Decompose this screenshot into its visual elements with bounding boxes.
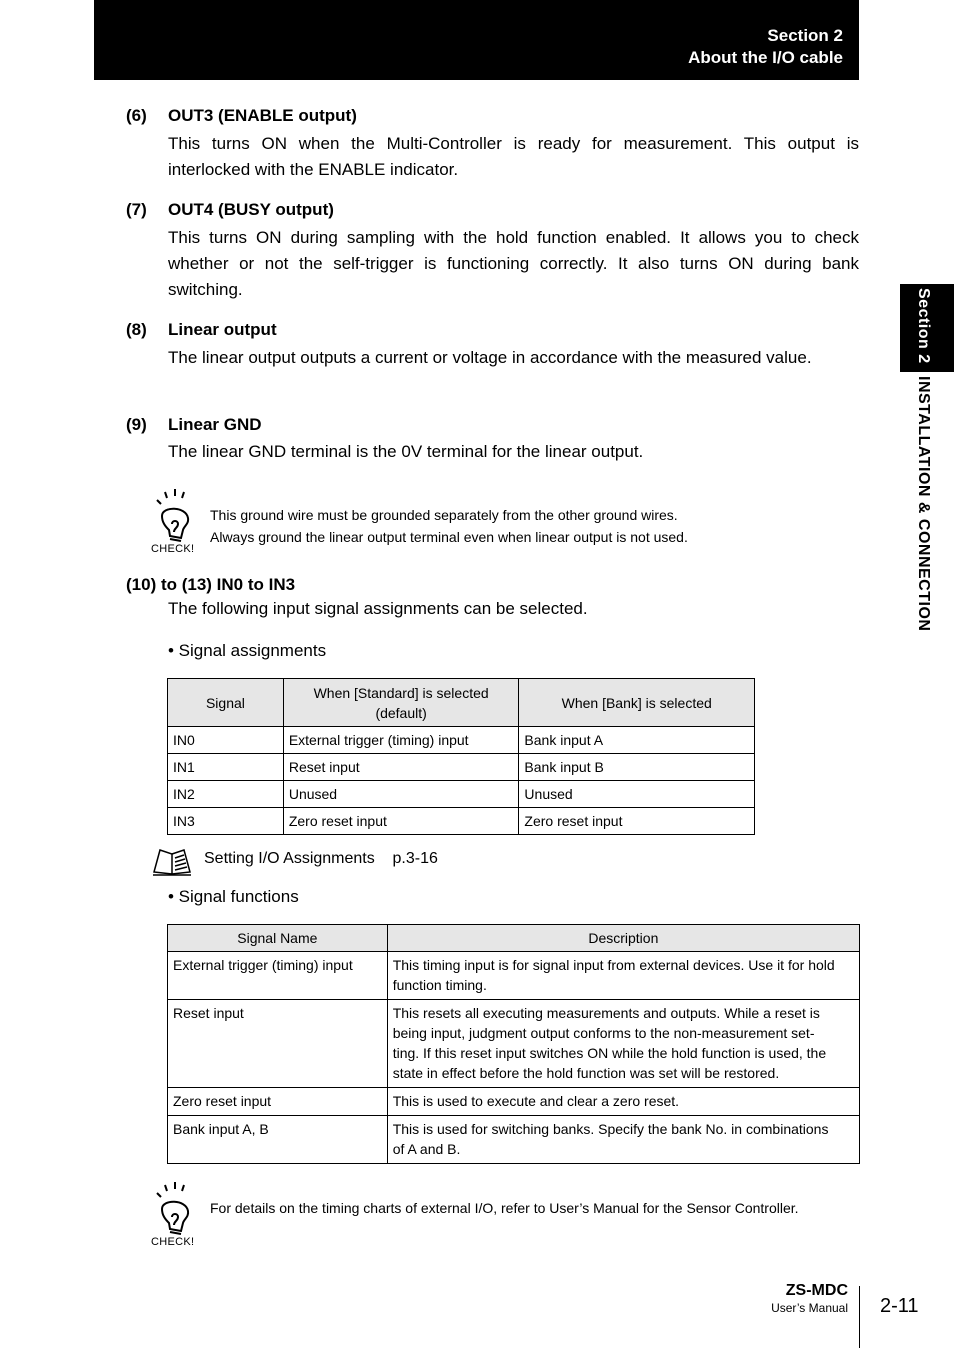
table-cell: IN1 <box>168 754 284 781</box>
item-number: (8) <box>126 320 147 339</box>
table-cell: External trigger (timing) input <box>168 952 388 1000</box>
table-header-cell <box>283 679 519 727</box>
desc-line: being input, judgment output conforms to the non-measurement set- <box>392 1025 815 1041</box>
header-text: When [Standard] is selected <box>313 684 489 701</box>
check-note-line: For details on the timing charts of external I/O, refer to User’s Manual for the Sensor Controller. <box>210 1200 799 1216</box>
table-cell: Bank input A <box>519 727 755 754</box>
check-label: CHECK! <box>151 1236 195 1248</box>
item-title: OUT3 (ENABLE output) <box>168 106 357 125</box>
table-cell: Unused <box>283 781 519 808</box>
table-cell <box>387 952 859 1000</box>
footer-divider <box>859 1286 860 1348</box>
section-header-bar <box>94 0 859 80</box>
desc-line: function timing. <box>392 977 487 993</box>
bullet-heading: • Signal functions <box>168 887 299 906</box>
check-note-line: Always ground the linear output terminal even when linear output is not used. <box>210 529 688 545</box>
item-body: This turns ON during sampling with the hold function enabled. It allows you to check whether or not the self-trigger is functioning correctly. It also turns ON during bank switching. <box>168 228 859 299</box>
table-header-cell: Signal <box>168 679 284 727</box>
desc-line: This timing input is for signal input from external devices. Use it for hold <box>392 957 835 973</box>
reference-page: p.3-16 <box>392 850 438 867</box>
desc-line: This is used for switching banks. Specify the bank No. in combinations <box>392 1121 829 1137</box>
item-number: (6) <box>126 106 147 125</box>
item-title: OUT4 (BUSY output) <box>168 200 334 219</box>
table-header-row <box>168 925 860 952</box>
header-text: (default) <box>375 704 427 721</box>
table-cell: Bank input A, B <box>168 1116 388 1164</box>
check-label: CHECK! <box>151 543 195 555</box>
table-cell: Zero reset input <box>283 808 519 835</box>
table-cell <box>387 1116 859 1164</box>
table-cell: IN2 <box>168 781 284 808</box>
signal-assignment-table <box>167 678 755 835</box>
table-cell: Reset input <box>168 1000 388 1088</box>
table-row <box>168 1000 860 1088</box>
table-header-row <box>168 679 755 727</box>
table-cell <box>387 1088 859 1116</box>
table-row <box>168 781 755 808</box>
table-cell: Unused <box>519 781 755 808</box>
side-tab-section: Section 2 <box>915 288 932 364</box>
reference-title: Setting I/O Assignments <box>204 850 375 867</box>
item-body: The linear GND terminal is the 0V terminal for the linear output. <box>168 442 644 461</box>
signal-function-table <box>167 924 860 1164</box>
book-reference-icon <box>152 846 192 876</box>
page-number: 2-11 <box>880 1295 919 1317</box>
table-row <box>168 754 755 781</box>
bullet-heading: • Signal assignments <box>168 641 327 660</box>
reference-link[interactable] <box>204 850 438 868</box>
item-title: Linear output <box>168 320 277 339</box>
table-header-cell: Signal Name <box>168 925 388 952</box>
table-cell: IN3 <box>168 808 284 835</box>
table-cell: Reset input <box>283 754 519 781</box>
desc-line: This is used to execute and clear a zero reset. <box>392 1093 680 1109</box>
item-body: This turns ON when the Multi-Controller is ready for measurement. This output is interlocked with the ENABLE indicator. <box>168 134 859 179</box>
footer-manual: User’s Manual <box>771 1301 848 1315</box>
footer-model: ZS-MDC <box>785 1282 848 1299</box>
table-cell: Zero reset input <box>519 808 755 835</box>
table-row <box>168 727 755 754</box>
side-tab-title: INSTALLATION & CONNECTION <box>915 375 932 632</box>
table-cell <box>387 1000 859 1088</box>
item-body: The linear output outputs a current or voltage in accordance with the measured value. <box>168 348 812 367</box>
side-tab <box>906 288 932 631</box>
section-number: Section 2 <box>767 26 843 45</box>
table-cell: Zero reset input <box>168 1088 388 1116</box>
item-title: (10) to (13) IN0 to IN3 <box>126 575 296 594</box>
table-header-cell: When [Bank] is selected <box>519 679 755 727</box>
table-cell: Bank input B <box>519 754 755 781</box>
item-number: (7) <box>126 200 147 219</box>
check-note-line: This ground wire must be grounded separately from the other ground wires. <box>210 507 678 523</box>
desc-line: ting. If this reset input switches ON while the hold function is used, the <box>392 1045 827 1061</box>
desc-line: state in effect before the hold function was set will be restored. <box>392 1065 780 1081</box>
desc-line: This resets all executing measurements and outputs. While a reset is <box>392 1005 820 1021</box>
item-title: Linear GND <box>168 415 262 434</box>
item-body: The following input signal assignments can be selected. <box>168 599 588 618</box>
table-row <box>168 808 755 835</box>
table-header-cell: Description <box>387 925 859 952</box>
table-cell: External trigger (timing) input <box>283 727 519 754</box>
table-row <box>168 952 860 1000</box>
item-number: (9) <box>126 415 147 434</box>
section-title: About the I/O cable <box>688 48 843 67</box>
table-cell: IN0 <box>168 727 284 754</box>
table-row <box>168 1116 860 1164</box>
desc-line: of A and B. <box>392 1141 461 1157</box>
table-row <box>168 1088 860 1116</box>
